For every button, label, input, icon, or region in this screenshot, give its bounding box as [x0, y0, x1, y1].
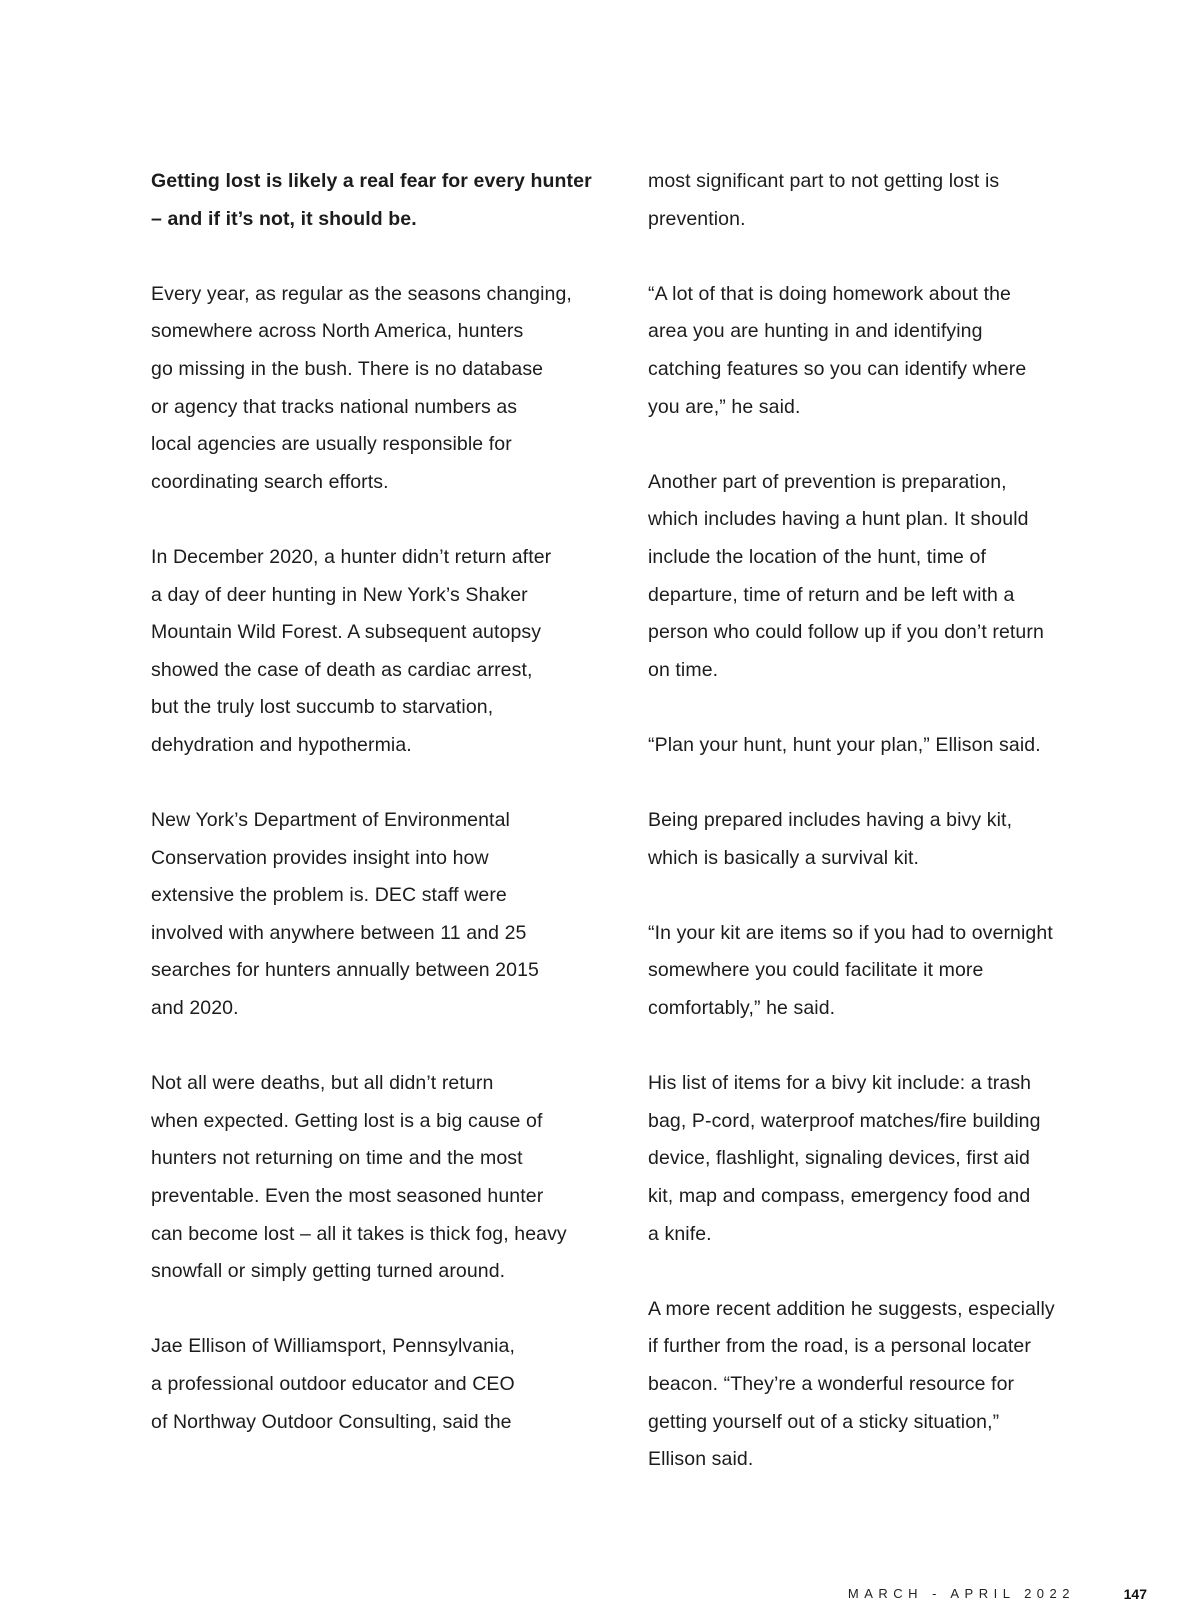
article-paragraph: most significant part to not getting lost is prevention.	[648, 170, 1000, 230]
article-paragraph: Being prepared includes having a bivy kit, which is basically a survival kit.	[648, 809, 1013, 869]
article-paragraph: “A lot of that is doing homework about the area you are hunting in and identifying catching features so you can identify where you are,” he said.	[648, 282, 1027, 418]
lead-paragraph: Getting lost is likely a real fear for every hunter – and if it’s not, it should be.	[151, 170, 592, 230]
article-paragraph: Jae Ellison of Williamsport, Pennsylvania, a professional outdoor educator and CEO of Northway Outdoor Consulting, said the	[151, 1335, 516, 1433]
article-paragraph: Every year, as regular as the seasons changing, somewhere across North America, hunters go missing in the bush. There is no database or agency that tracks national numbers as local agencies are usually responsible for coordinating search efforts.	[151, 282, 572, 493]
article-paragraph: Not all were deaths, but all didn’t return when expected. Getting lost is a big cause of hunters not returning on time and the most preventable. Even the most seasoned hunter can become lost – all it takes is thick fog, heavy snowfall or simply getting turned around.	[151, 1072, 567, 1283]
page-footer	[0, 1582, 1200, 1606]
article-paragraph: New York’s Department of Environmental Conservation provides insight into how extensive the problem is. DEC staff were involved with anywhere between 11 and 25 searches for hunters annually between 2015 and 2020.	[151, 809, 539, 1020]
page-number: 147	[1123, 1586, 1147, 1602]
article-column-left	[151, 163, 611, 1479]
article-column-right	[648, 163, 1108, 1516]
article-paragraph: His list of items for a bivy kit include: a trash bag, P-cord, waterproof matches/fire building device, flashlight, signaling devices, first aid kit, map and compass, emergency food and a knife.	[648, 1072, 1041, 1245]
issue-date: MARCH - APRIL 2022	[847, 1586, 1075, 1601]
article-paragraph: “In your kit are items so if you had to overnight somewhere you could facilitate it more comfortably,” he said.	[648, 921, 1053, 1020]
article-paragraph: “Plan your hunt, hunt your plan,” Ellison said.	[648, 733, 1041, 756]
article-paragraph: In December 2020, a hunter didn’t return after a day of deer hunting in New York’s Shaker Mountain Wild Forest. A subsequent autopsy showed the case of death as cardiac arrest, but the truly lost succumb to starvation, dehydration and hypothermia.	[151, 545, 552, 756]
article-paragraph: Another part of prevention is preparation, which includes having a hunt plan. It should include the location of the hunt, time of departure, time of return and be left with a person who could follow up if you don’t return on time.	[648, 470, 1044, 681]
article-paragraph: A more recent addition he suggests, especially if further from the road, is a personal locater beacon. “They’re a wonderful resource for getting yourself out of a sticky situation,” Ellison said.	[648, 1297, 1055, 1471]
